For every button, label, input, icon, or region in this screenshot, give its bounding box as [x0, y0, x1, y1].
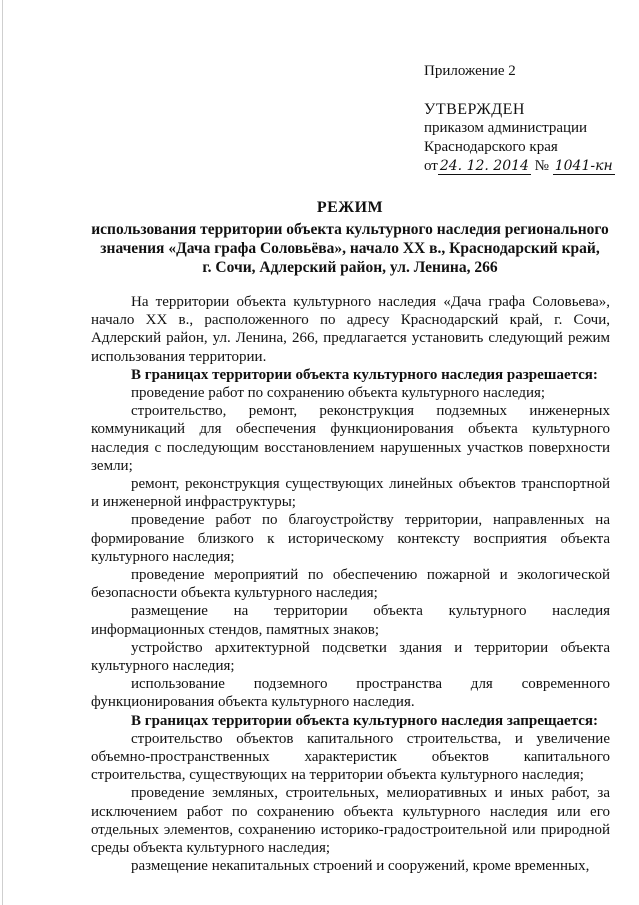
allowed-item: устройство архитектурной подсветки здания и территории объекта культурного наследия;	[91, 639, 610, 675]
forbidden-item: строительство объектов капитального строительства, и увеличение объемно-пространственных характеристик объектов капитального строительства, существующих на территории объекта культурного наследия;	[91, 730, 610, 784]
title-line-2: значения «Дача графа Соловьёва», начало XX в., Краснодарский край,	[100, 240, 600, 257]
document-body	[91, 293, 610, 876]
handwritten-date: 24. 12. 2014	[439, 158, 529, 174]
date-prefix: от	[424, 158, 438, 174]
allowed-item: проведение мероприятий по обеспечению пожарной и экологической безопасности объекта культурного наследия;	[91, 567, 610, 602]
approved-by-line-2: Краснодарского края	[424, 139, 558, 155]
approval-block	[424, 62, 634, 176]
forbidden-item: проведение земляных, строительных, мелиоративных и иных работ, за исключением работ по сохранению объекта культурного наследия или его отдельных элементов, сохранению историко-градостроительной или природной среды объекта культурного наследия;	[91, 785, 610, 857]
page-edge-line	[2, 0, 3, 905]
allowed-item: проведение работ по благоустройству территории, направленных на формирование близкого к историческому контексту восприятия объекта культурного наследия;	[91, 512, 610, 565]
allowed-item: использование подземного пространства для современного функционирования объекта культурного наследия.	[91, 676, 610, 711]
approved-by-line-1: приказом администрации	[424, 120, 588, 136]
title-heading: РЕЖИМ	[316, 199, 384, 216]
appendix-label: Приложение 2	[424, 63, 516, 79]
number-prefix: №	[534, 158, 549, 174]
allowed-heading: В границах территории объекта культурного наследия разрешается:	[131, 366, 598, 383]
title-line-3: г. Сочи, Адлерский район, ул. Ленина, 266	[202, 259, 498, 276]
allowed-item: строительство, ремонт, реконструкция подземных инженерных коммуникаций для обеспечения функционирования объекта культурного наследия с последующим восстановлением нарушенных участков поверхности земли;	[91, 403, 610, 474]
allowed-item: проведение работ по сохранению объекта культурного наследия;	[131, 385, 546, 402]
forbidden-heading: В границах территории объекта культурного наследия запрещается:	[131, 712, 599, 729]
intro-paragraph: На территории объекта культурного наследия «Дача графа Соловьева», начало XX в., расположенного по адресу Краснодарский край, г. Сочи, Адлерский район, ул. Ленина, 266, предлагается установить следующий режим использования территории.	[91, 294, 610, 365]
date-number-line	[424, 157, 634, 176]
approved-label: УТВЕРЖДЕН	[424, 101, 525, 118]
allowed-item: размещение на территории объекта культурного наследия информационных стендов, памятных знаков;	[91, 603, 610, 638]
document-title	[60, 198, 639, 277]
forbidden-item: размещение некапитальных строений и сооружений, кроме временных,	[131, 858, 590, 875]
title-line-1: использования территории объекта культурного наследия регионального	[91, 221, 609, 238]
handwritten-number: 1041-кн	[554, 158, 613, 174]
allowed-item: ремонт, реконструкция существующих линейных объектов транспортной и инженерной инфраструктуры;	[91, 476, 610, 511]
